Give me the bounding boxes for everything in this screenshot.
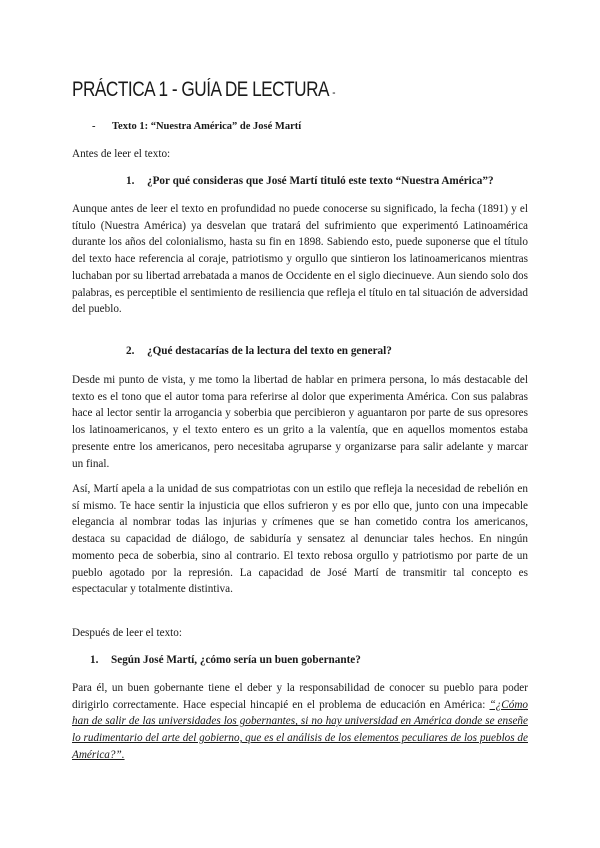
question-3 [90,654,361,666]
question-2-number: 2. [126,345,135,357]
answer-2-paragraph-1: Desde mi punto de vista, y me tomo la libertad de hablar en primera persona, lo más destacable del texto es el tono que el autor toma para referirse al dolor que experimenta América. Con sus palabras hace al lector sentir la arrogancia y soberbia que percibieron y aguantaron por parte de sus opresores los latinoamericanos, y el texto entero es un grito a la valentía, que en aquellos momentos estaba presente entre los americanos, pero necesitaba agruparse y organizarse para salir adelante y marcar un final. [72,374,528,470]
question-3-text: Según José Martí, ¿cómo sería un buen gobernante? [111,654,361,666]
question-2 [126,345,392,357]
question-1-text: ¿Por qué consideras que José Martí tituló este texto “Nuestra América”? [147,175,494,187]
page-title-text: PRÁCTICA 1 - GUÍA DE LECTURA [72,78,330,101]
text-reference [92,121,301,132]
question-3-number: 1. [90,654,99,666]
page-title [72,78,335,102]
answer-3-text: Para él, un buen gobernante tiene el deber y la responsabilidad de conocer su pueblo para poder dirigirlo correctamente. Hace especial hincapié en el problema de educación en América: [72,682,528,711]
answer-2-paragraph-2: Así, Martí apela a la unidad de sus compatriotas con un estilo que refleja la necesidad de rebelión en sí mismo. Te hace sentir la injusticia que ellos sufrieron y es por ello que, junto con una impecable elegancia al nombrar todas las injurias y crímenes que se han cometido contra los americanos, destaca su capacidad de diálogo, de sabiduría y sensatez al denunciar tales hechos. En ningún momento peca de soberbia, sino al contrario. El texto rebosa orgullo y patriotismo por parte de un pueblo agotado por la represión. La capacidad de José Martí de transmitir tal concepto es espectacular y totalmente distintiva. [72,483,528,596]
question-2-text: ¿Qué destacarías de la lectura del texto en general? [147,345,392,357]
marti-quote: “¿Cómo han de salir de las universidades los gobernantes, si no hay universidad en América donde se enseñe lo rudimentario del arte del gobierno, que es el análisis de los elementos peculiares de los pueblos de América?”. [72,698,528,761]
title-dash: - [332,85,336,99]
text-reference-label: Texto 1: “Nuestra América” de José Martí [112,121,302,132]
answer-1-paragraph: Aunque antes de leer el texto en profundidad no puede conocerse su significado, la fecha (1891) y el título (Nuestra América) ya desvelan que tratará del sufrimiento que experimentó Latinoamérica durante los años del colonialismo, hasta su fin en 1898. Sabiendo esto, puede suponerse que el título del texto hace referencia al coraje, patriotismo y orgullo que sintieron los latinoamericanos mientras luchaban por su libertad arrebatada a manos de Occidente en el siglo diecinueve. Aun siendo solo dos palabras, es perceptible el sentimiento de resiliencia que refleja el título en tal situación de adversidad del pueblo. [72,203,528,316]
question-1 [126,175,494,187]
bullet-mark: - [92,121,96,132]
question-1-number: 1. [126,175,135,187]
answer-3-paragraph [72,680,528,764]
before-reading-label: Antes de leer el texto: [72,148,171,160]
after-reading-label: Después de leer el texto: [72,627,182,639]
